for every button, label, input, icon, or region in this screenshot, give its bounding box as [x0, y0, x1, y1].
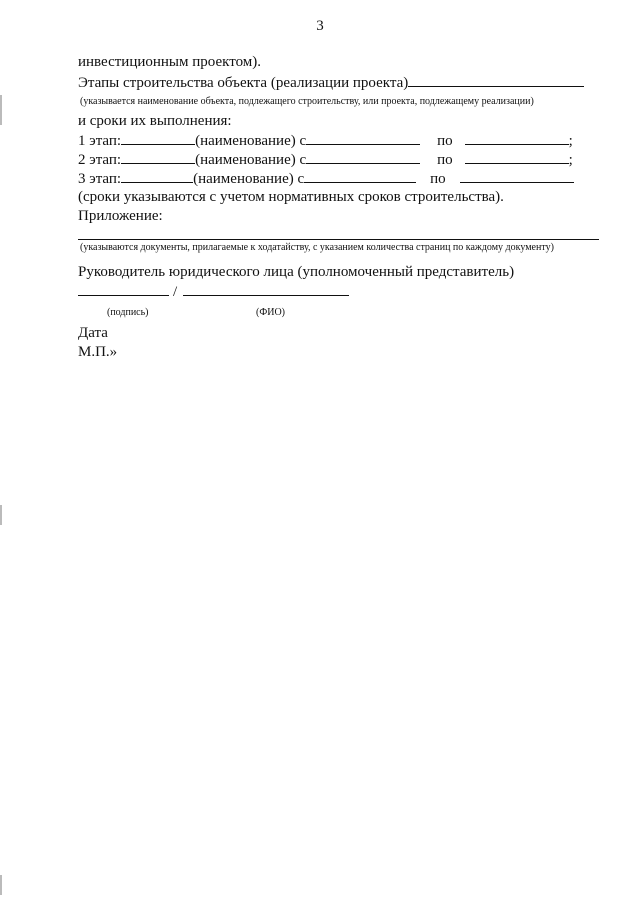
signature-blank — [78, 282, 169, 296]
stage-3-to: по — [430, 171, 446, 187]
stage-1-row — [78, 131, 573, 150]
stage-2-to: по — [437, 152, 453, 168]
stage-2-to-blank — [465, 150, 569, 164]
deadlines-note: (сроки указываются с учетом нормативных сроков строительства). — [78, 189, 504, 205]
stages-line — [78, 73, 584, 92]
stage-1-name-from: (наименование) с — [195, 133, 307, 149]
scan-edge-mark — [0, 95, 2, 125]
date-label: Дата — [78, 325, 108, 341]
stage-3-row — [78, 169, 574, 188]
text-investment-project: инвестиционным проектом). — [78, 54, 262, 70]
stage-1-from-blank — [306, 131, 420, 145]
signature-slash: / — [173, 284, 178, 300]
signature-row — [78, 282, 349, 301]
attachment-hint: (указываются документы, прилагаемые к ходатайству, с указанием количества страниц по каждому документу) — [80, 242, 554, 253]
deadlines-label: и сроки их выполнения: — [78, 113, 232, 129]
head-label: Руководитель юридического лица (уполномоченный представитель) — [78, 264, 515, 280]
page-number: 3 — [316, 18, 324, 34]
stages-blank — [408, 73, 584, 87]
seal-label: М.П.» — [78, 344, 118, 360]
stage-1-number-blank — [121, 131, 195, 145]
stage-1-semicolon: ; — [568, 133, 573, 149]
scan-edge-mark — [0, 875, 2, 895]
stages-hint: (указывается наименование объекта, подлежащего строительству, или проекта, подлежащему реализации) — [80, 96, 534, 107]
stage-2-row — [78, 150, 573, 169]
scan-edge-mark — [0, 505, 2, 525]
attachment-label: Приложение: — [78, 208, 163, 224]
stage-3-to-blank — [460, 169, 574, 183]
stage-2-semicolon: ; — [568, 152, 573, 168]
stages-label: Этапы строительства объекта (реализации проекта) — [78, 75, 409, 91]
signature-hint: (подпись) — [107, 307, 149, 318]
stage-3-name-from: (наименование) с — [193, 171, 305, 187]
stage-1-label: 1 этап: — [78, 133, 122, 149]
fio-hint: (ФИО) — [256, 307, 286, 318]
stage-3-number-blank — [121, 169, 193, 183]
stage-3-label: 3 этап: — [78, 171, 122, 187]
attachment-rule — [78, 239, 599, 240]
stage-3-from-blank — [304, 169, 416, 183]
stage-2-name-from: (наименование) с — [195, 152, 307, 168]
stage-1-to: по — [437, 133, 453, 149]
stage-1-to-blank — [465, 131, 569, 145]
stage-2-from-blank — [306, 150, 420, 164]
stage-2-label: 2 этап: — [78, 152, 122, 168]
stage-2-number-blank — [121, 150, 195, 164]
fio-blank — [183, 282, 349, 296]
